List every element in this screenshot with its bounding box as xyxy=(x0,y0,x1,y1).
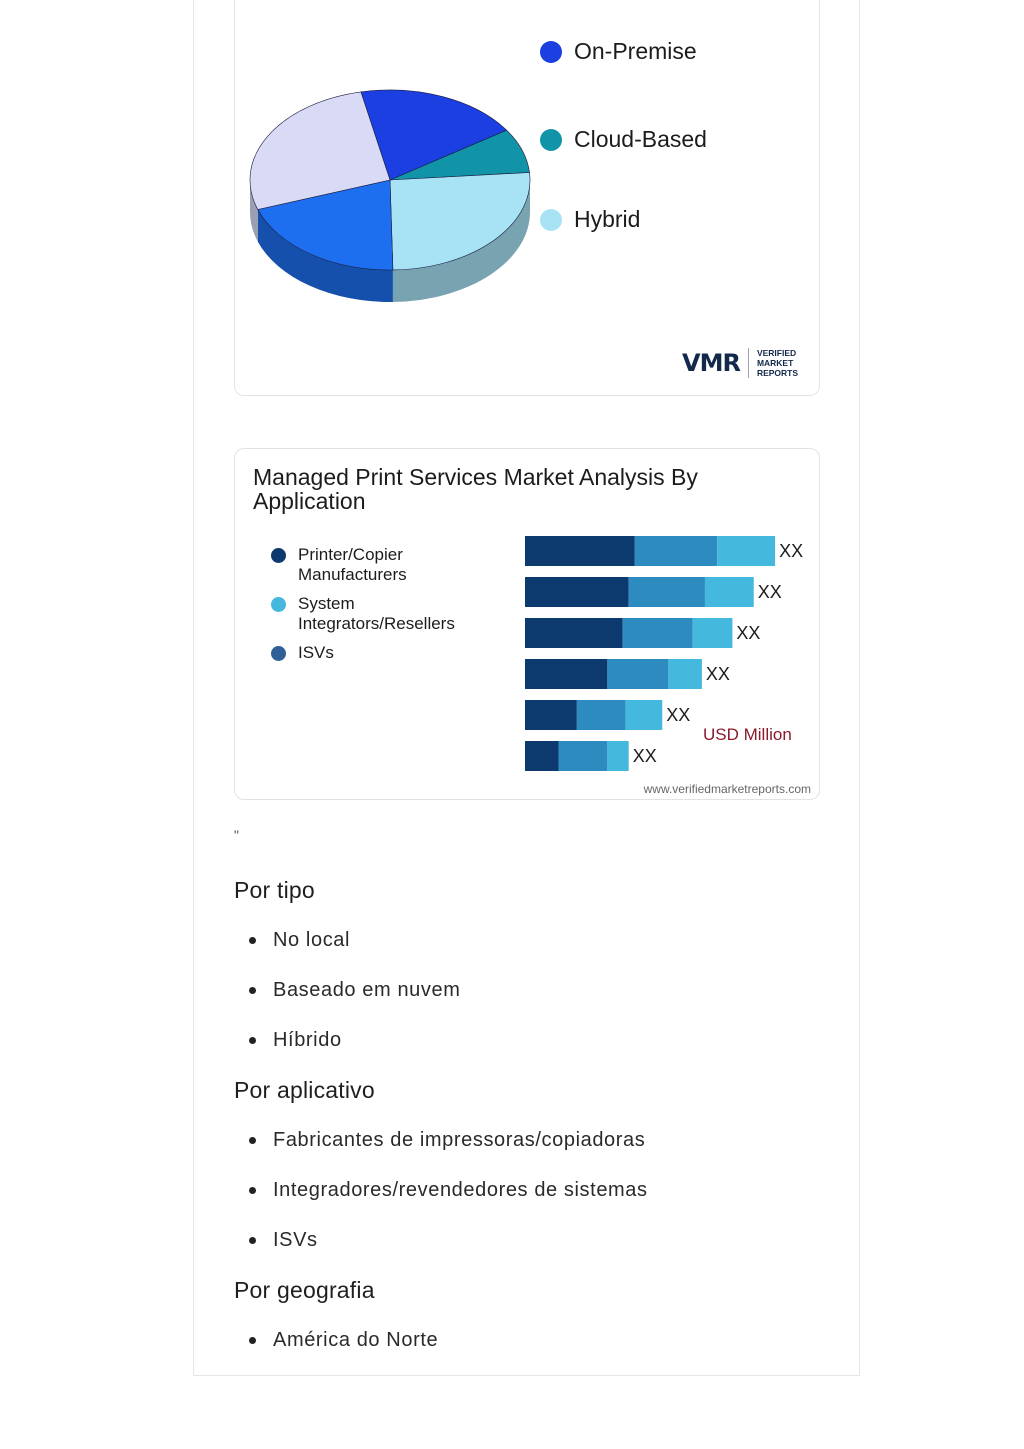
bar-data-label: XX xyxy=(779,541,804,561)
quote-mark: " xyxy=(234,827,239,843)
bar-segment-4-0 xyxy=(525,700,577,730)
section-heading-geography: Por geografia xyxy=(234,1277,375,1303)
unit-label: USD Million xyxy=(703,725,792,744)
bar-segment-3-2 xyxy=(668,659,702,689)
bar-segment-4-2 xyxy=(626,700,663,730)
bar-segment-5-1 xyxy=(559,741,608,771)
list-item: No local xyxy=(234,927,460,977)
pie-legend-cloud-based: Cloud-Based xyxy=(540,126,707,153)
bar-segment-2-2 xyxy=(693,618,733,648)
bar-segment-3-0 xyxy=(525,659,607,689)
bar-segment-3-1 xyxy=(607,659,668,689)
pie-legend-on-premise: On-Premise xyxy=(540,38,697,65)
vmr-logo-mark: VMR xyxy=(682,349,740,377)
source-url: www.verifiedmarketreports.com xyxy=(643,782,811,796)
list-item: Integradores/revendedores de sistemas xyxy=(234,1177,648,1227)
bar-data-label: XX xyxy=(705,664,730,684)
pie-legend-hybrid: Hybrid xyxy=(540,206,640,233)
stacked-bar-chart xyxy=(235,449,819,799)
bar-segment-0-1 xyxy=(635,536,717,566)
type-list xyxy=(234,927,460,1077)
bar-segment-2-1 xyxy=(623,618,693,648)
geography-list xyxy=(234,1327,438,1377)
legend-dot-icon xyxy=(540,129,562,151)
legend-dot-icon xyxy=(540,41,562,63)
section-heading-type: Por tipo xyxy=(234,877,315,903)
application-list xyxy=(234,1127,648,1277)
list-item: América do Norte xyxy=(234,1327,438,1377)
list-item: Fabricantes de impressoras/copiadoras xyxy=(234,1127,648,1177)
bar-data-label: XX xyxy=(736,623,761,643)
deployment-chart-card xyxy=(234,0,820,396)
bar-segment-1-0 xyxy=(525,577,629,607)
list-item: ISVs xyxy=(234,1227,648,1277)
bar-segment-1-2 xyxy=(705,577,754,607)
bar-segment-1-1 xyxy=(629,577,705,607)
vmr-logo xyxy=(682,348,798,378)
chart-title: Managed Print Services Market Analysis By Application xyxy=(253,464,698,514)
bar-segment-4-1 xyxy=(577,700,626,730)
pie-chart xyxy=(235,0,819,395)
list-item: Baseado em nuvem xyxy=(234,977,460,1027)
logo-divider xyxy=(748,348,749,378)
bar-segment-5-0 xyxy=(525,741,559,771)
section-heading-application: Por aplicativo xyxy=(234,1077,375,1103)
bar-data-label: XX xyxy=(757,582,782,602)
list-item: Híbrido xyxy=(234,1027,460,1077)
bar-legend-system-integrators: System Integrators/Resellers xyxy=(271,594,471,634)
vmr-logo-text: VERIFIED MARKET REPORTS xyxy=(756,348,799,378)
bar-legend-isvs: ISVs xyxy=(271,643,471,663)
bar-data-label: XX xyxy=(632,746,657,766)
bar-data-label: XX xyxy=(666,705,691,725)
bar-segment-0-0 xyxy=(525,536,635,566)
legend-dot-icon xyxy=(540,209,562,231)
bar-segment-0-2 xyxy=(717,536,775,566)
bar-legend-printer-copier: Printer/Copier Manufacturers xyxy=(271,545,471,585)
page-content xyxy=(193,0,860,1376)
bar-segment-2-0 xyxy=(525,618,623,648)
application-chart-card xyxy=(234,448,820,800)
bar-segment-5-2 xyxy=(607,741,628,771)
